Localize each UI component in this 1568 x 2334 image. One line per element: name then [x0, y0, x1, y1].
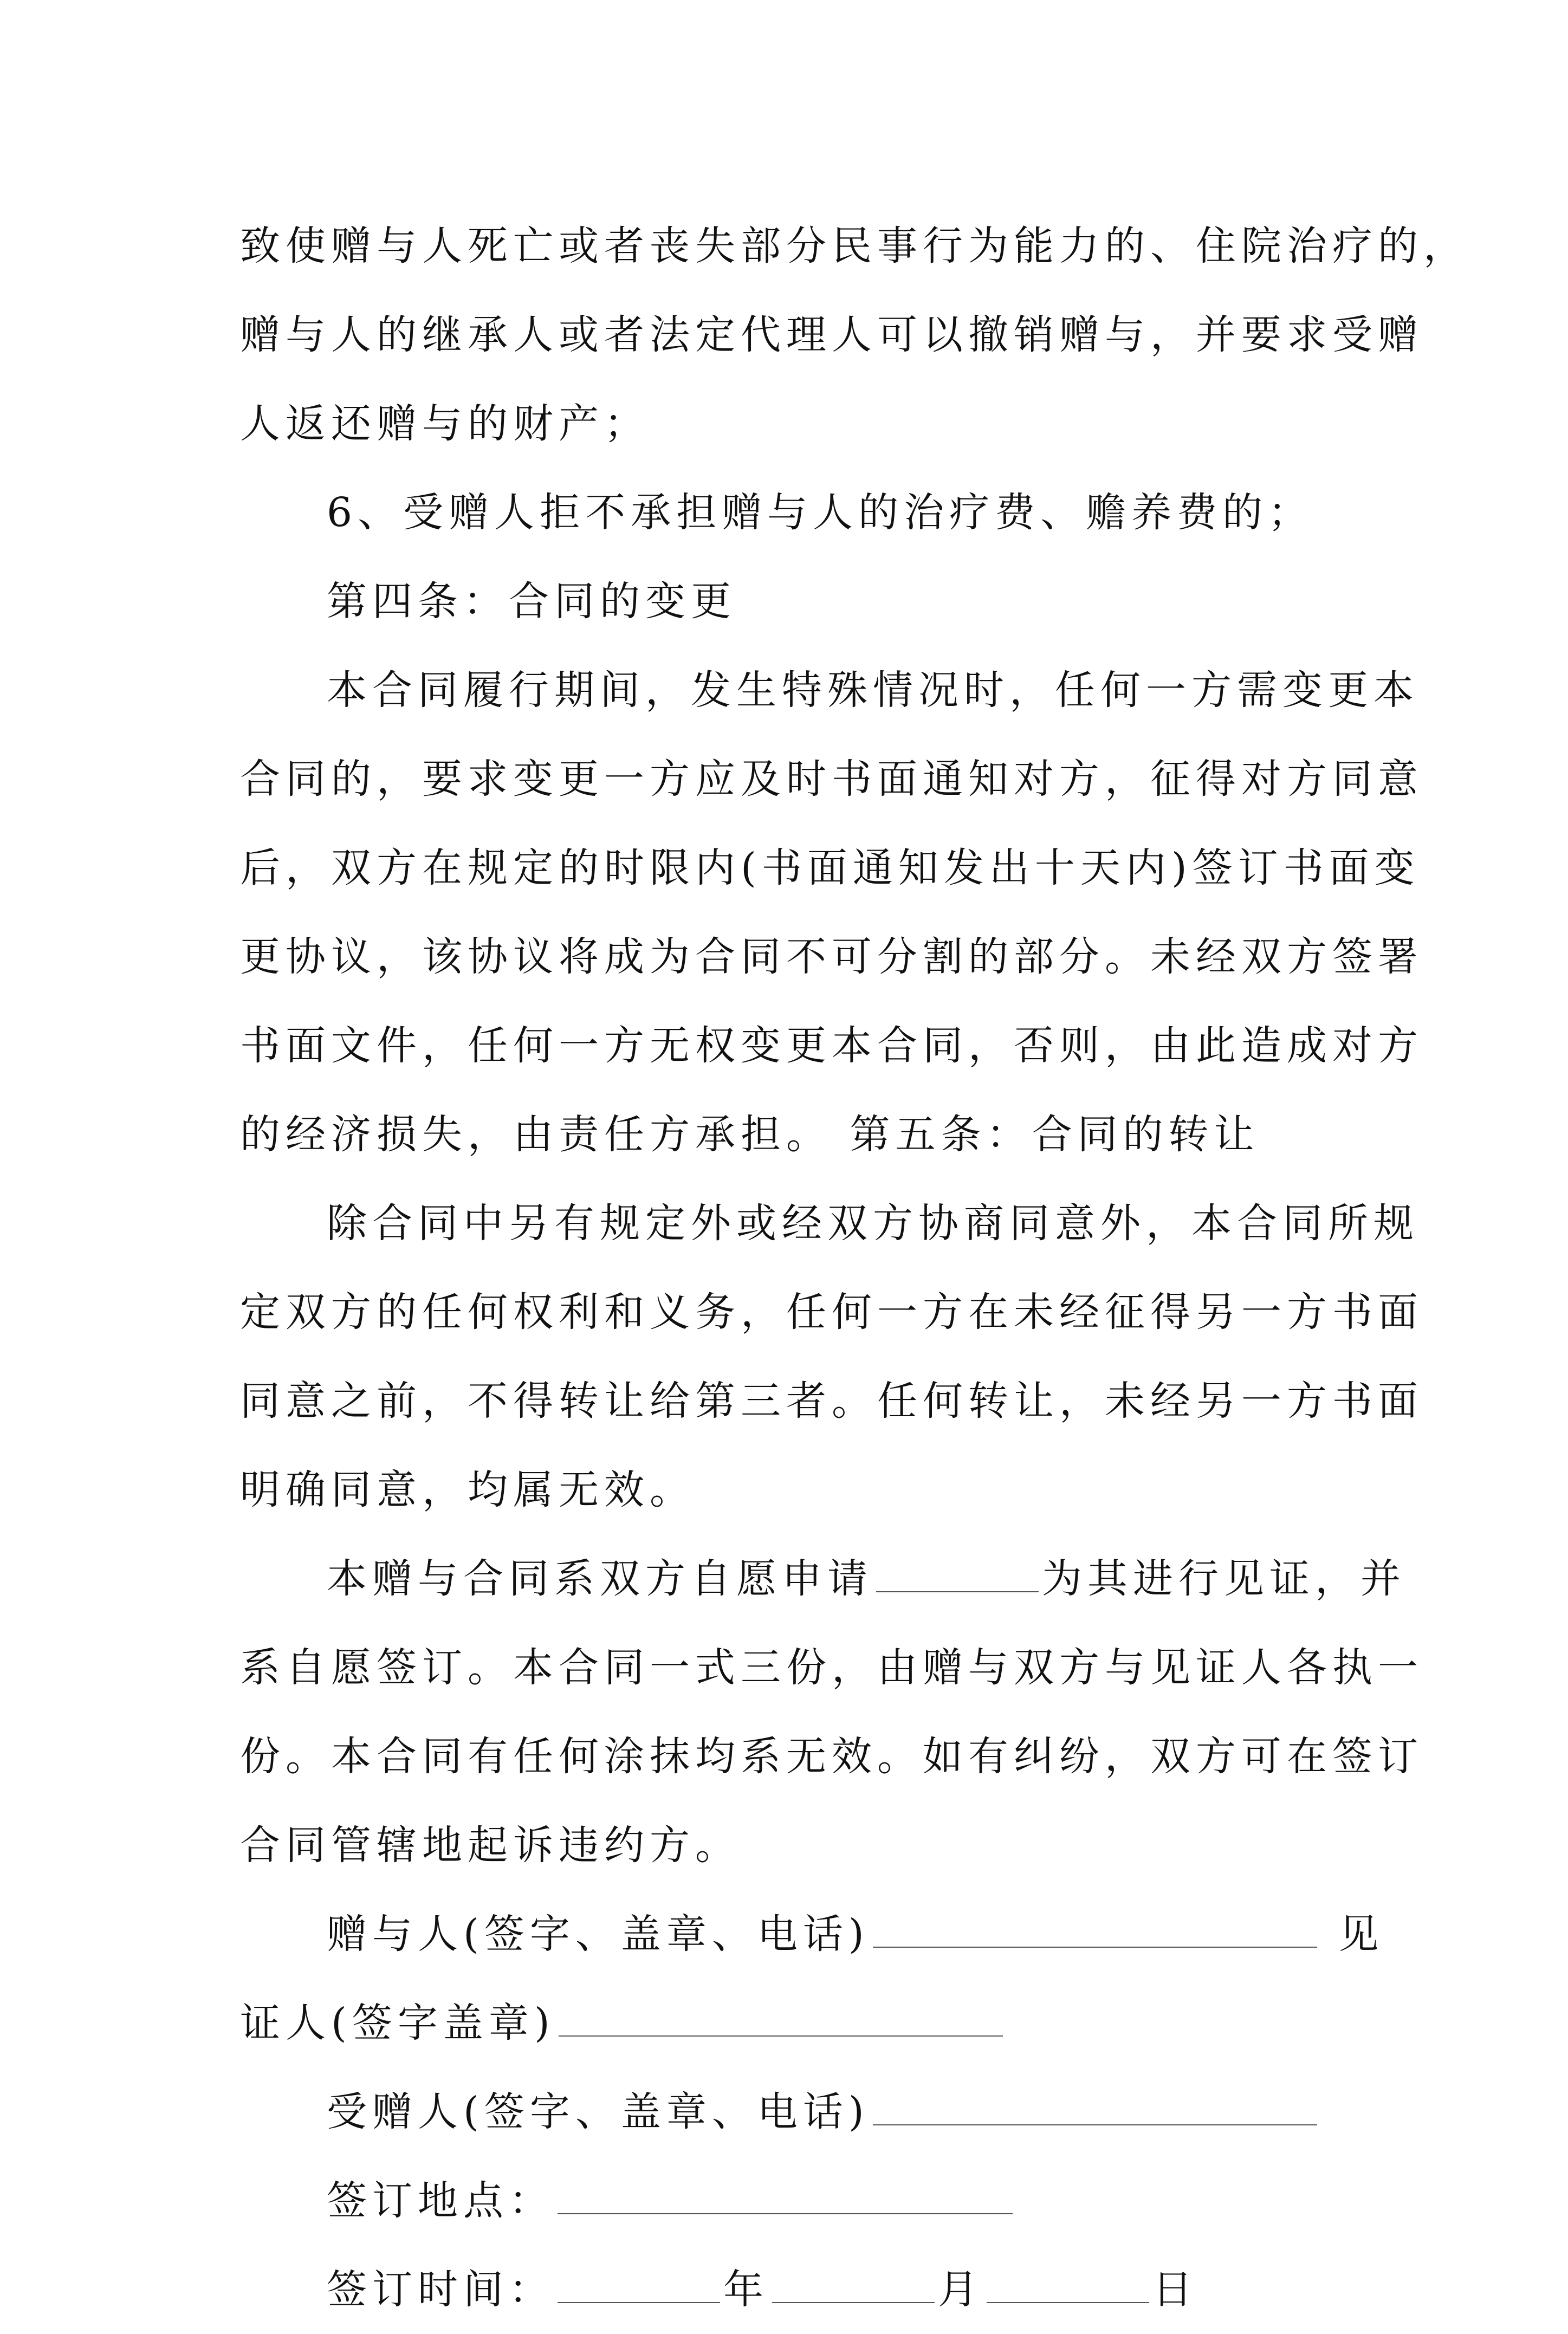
- witness-signature-line: [240, 1979, 1367, 2067]
- month-label: 月: [938, 2266, 983, 2313]
- text-line: 明确同意，均属无效。: [240, 1467, 695, 1513]
- donor-label: 赠与人(签字、盖章、电话): [327, 1911, 870, 1957]
- witness-blank: [876, 1559, 1039, 1592]
- signing-time-line: [240, 2245, 1367, 2334]
- text-line: 人返还赠与的财产；: [240, 400, 650, 447]
- clause-6: 6、受赠人拒不承担赠与人的治疗费、赡养费的；: [327, 489, 1314, 536]
- text-line: 定双方的任何权利和义务，任何一方在未经征得另一方书面: [240, 1289, 1423, 1335]
- witness-para-rest: 为其进行见证，并: [1042, 1555, 1406, 1602]
- contract-body: [240, 202, 1469, 2334]
- text-line: [240, 1090, 1367, 1179]
- month-blank: [772, 2270, 935, 2303]
- text-line: 本合同履行期间，发生特殊情况时，任何一方需变更本: [327, 667, 1419, 714]
- text-line: 更协议，该协议将成为合同不可分割的部分。未经双方签署: [240, 933, 1423, 980]
- text-line: 除合同中另有规定外或经双方协商同意外，本合同所规: [327, 1200, 1419, 1247]
- witness-prefix: 见: [1338, 1911, 1384, 1957]
- donor-signature-blank: [873, 1914, 1317, 1948]
- time-label: 签订时间：: [327, 2266, 554, 2313]
- witness-signature-blank: [559, 2003, 1003, 2037]
- text-line: 致使赠与人死亡或者丧失部分民事行为能力的、住院治疗的，: [240, 223, 1469, 269]
- day-blank: [987, 2270, 1149, 2303]
- year-label: 年: [723, 2266, 769, 2313]
- text-line: 合同的，要求变更一方应及时书面通知对方，征得对方同意: [240, 756, 1423, 802]
- text-line: 书面文件，任何一方无权变更本合同，否则，由此造成对方: [240, 1022, 1423, 1069]
- text-line: [240, 1534, 1406, 1623]
- donee-label: 受赠人(签字、盖章、电话): [327, 2089, 870, 2135]
- text-line: 同意之前，不得转让给第三者。任何转让，未经另一方书面: [240, 1378, 1423, 1424]
- day-label: 日: [1152, 2266, 1198, 2313]
- witness-label: 证人(签字盖章): [240, 2000, 555, 2046]
- year-blank: [558, 2270, 720, 2303]
- text-line: 后，双方在规定的时限内(书面通知发出十天内)签订书面变: [240, 845, 1420, 891]
- article-5-title: 第五条：合同的转让: [850, 1111, 1260, 1158]
- donee-signature-blank: [873, 2092, 1317, 2125]
- donor-signature-line: [240, 1890, 1384, 1979]
- article-4-last-line: 的经济损失，由责任方承担。: [240, 1111, 832, 1158]
- text-line: 系自愿签订。本合同一式三份，由赠与双方与见证人各执一: [240, 1644, 1423, 1691]
- article-4-title: 第四条：合同的变更: [327, 578, 736, 625]
- place-label: 签订地点：: [327, 2177, 554, 2224]
- text-line: 合同管辖地起诉违约方。: [240, 1822, 741, 1869]
- donee-signature-line: [240, 2067, 1367, 2156]
- signing-place-line: [240, 2156, 1367, 2245]
- witness-para-start: 本赠与合同系双方自愿申请: [327, 1555, 873, 1602]
- text-line: 份。本合同有任何涂抹均系无效。如有纠纷，双方可在签订: [240, 1733, 1423, 1780]
- text-line: 赠与人的继承人或者法定代理人可以撤销赠与，并要求受赠: [240, 312, 1423, 358]
- place-blank: [558, 2181, 1013, 2214]
